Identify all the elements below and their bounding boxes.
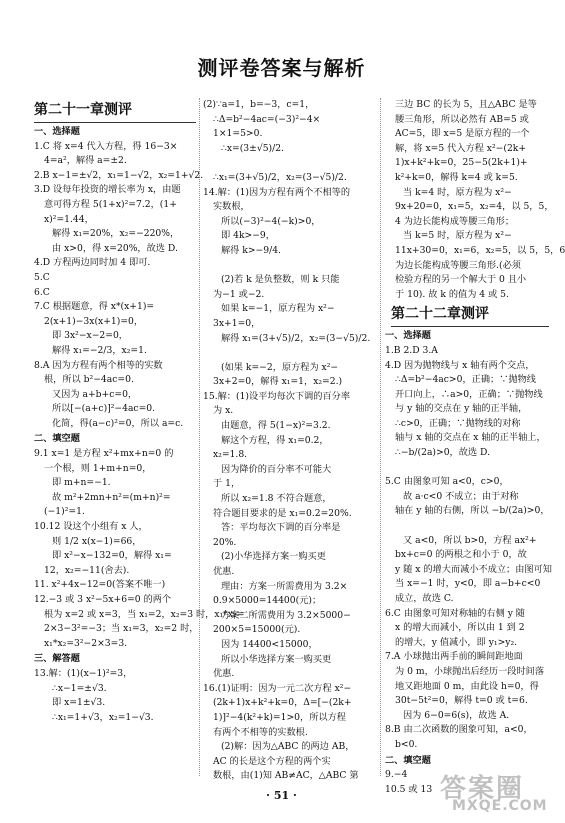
- answer-line: (−1)²=1.: [44, 506, 85, 518]
- answer-line: 3.D 设每年投资的增长率为 x，由题: [34, 184, 181, 196]
- answer-line: ∴−b/(2a)>0，故选 D.: [395, 447, 490, 459]
- answer-line: ∴Δ=b²−4ac=(−3)²−4×: [213, 113, 321, 125]
- answer-line: 所以 x₂=1.8 不符合题意，: [221, 493, 332, 505]
- answer-line: ∴Δ=b²−4ac>0，正确；∵抛物线: [395, 374, 536, 386]
- answer-line: 9.1 x=1 是方程 x²+mx+n=0 的: [34, 448, 174, 460]
- watermark-text: 答案圈: [440, 774, 525, 804]
- answer-line: [385, 519, 549, 534]
- answer-line: 14.解：(1)因为方程有两个不相等的: [203, 186, 351, 198]
- answer-line: 6.C: [34, 286, 50, 298]
- section-heading: 二、填空题: [34, 433, 80, 445]
- answer-line: 6.C 由图象可知对称轴的右侧 y 随: [385, 607, 525, 619]
- watermark-url: MXQE.COM: [452, 798, 548, 814]
- answer-line: 解得 x₁=−2/3，x₂=1.: [52, 344, 147, 356]
- answer-line: 的增大，y 值减小，即 y₁>y₂.: [395, 636, 518, 648]
- answer-line: x 的增大而减小，所以由 1 到 2: [395, 622, 525, 634]
- answer-line: 因为 6−0=6(s)，故选 A.: [403, 709, 510, 721]
- section-heading: 一、选择题: [385, 330, 431, 342]
- answer-line: 地又距地面 0 m，由此设 h=0，得: [395, 680, 539, 692]
- answer-line: x)²=1.44，: [44, 213, 94, 225]
- answer-line: 2(x+1)−3x(x+1)=0，: [44, 315, 144, 327]
- answer-line: 答：平均每次下调的百分率是: [221, 522, 341, 534]
- answer-line: 检验方程的另一个解大于 0 且小: [395, 274, 527, 286]
- answer-line: 8.B 由二次函数的图象可知，a<0，: [385, 724, 533, 736]
- answer-line: 9x+20=0，x₁=5，x₂=4，以 5，5，: [395, 201, 554, 213]
- answer-line: 理由：方案一所需费用为 3.2×: [221, 580, 348, 592]
- answer-lines: [385, 329, 552, 797]
- answer-line: 即 x²−x−132=0，解得 x₁=: [52, 550, 172, 562]
- page-title: 测评卷答案与解析: [197, 56, 366, 80]
- answer-line: (如果 k=−2，原方程为 x²−: [221, 361, 339, 373]
- section-heading: 三、解答题: [34, 653, 80, 665]
- answer-line: x₁*x₂=3²−2×3=3.: [44, 637, 128, 649]
- answer-line: b<0.: [395, 738, 418, 750]
- answer-line: (2k+1)x+k²+k=0，Δ=[−(2k+: [213, 697, 352, 709]
- column-3: [385, 98, 565, 797]
- answer-line: (2)∵a=1，b=−3，c=1，: [203, 99, 315, 110]
- answer-line: 11. x²+4x−12=0(答案不唯一): [34, 579, 166, 591]
- answer-line: ∴x₁=1+√3，x₂=1−√3.: [52, 711, 154, 723]
- answer-line: 解得 x₁=(3+√5)/2，x₂=(3−√5)/2.: [221, 332, 371, 344]
- answer-line: 即 3x²−x−2=0，: [52, 330, 128, 342]
- column-divider: [199, 98, 200, 776]
- answer-line: 解得 x₁=20%，x₂=−220%，: [52, 228, 180, 240]
- answer-line: 解得 k>−9/4.: [221, 244, 281, 256]
- answer-line: 轴在 y 轴的右侧，所以 −b/(2a)>0，: [395, 505, 550, 517]
- answer-line: 20%.: [213, 536, 237, 548]
- watermark-logo: [440, 768, 558, 818]
- answer-line: 为 x.: [213, 405, 234, 417]
- answer-line: 如果 k=−1，原方程为 x²−: [221, 303, 335, 315]
- answer-line: 4=a²，解得 a=±2.: [44, 155, 127, 167]
- answer-line: 与 y 轴的交点在 y 轴的正半轴，: [395, 403, 528, 415]
- answer-line: 12.−3 或 3 x²−5x+6=0 的两个: [34, 594, 172, 605]
- answer-line: 因为降价的百分率不可能大: [221, 463, 332, 475]
- answer-line: 4.D 因为抛物线与 x 轴有两个交点，: [385, 359, 535, 371]
- answer-line: 根为 x=2 或 x=3，当 x₁=2，x₂=3 时，x₁*x₂=: [44, 608, 245, 620]
- column-divider: [380, 98, 381, 776]
- answer-line: 4 为边长能构成等腰三角形；: [395, 215, 515, 227]
- answer-line: 轴与 x 轴的交点在 x 轴的正半轴上，: [395, 432, 546, 444]
- answer-line: 10.5 或 13: [385, 783, 433, 795]
- answer-line: 11x+30=0，x₁=6，x₂=5，以 5，5，6: [395, 244, 565, 256]
- answer-line: 数根，由(1)知 AB≠AC，△ABC 第: [213, 770, 359, 782]
- answer-line: AC 的长是这个方程的两个实: [213, 755, 331, 767]
- answer-line: 1.C 将 x=4 代入方程，得 16−3×: [34, 140, 178, 152]
- answer-line: 所以小华选择方案一购买更: [221, 653, 332, 665]
- answer-line: 化简，得(a−c)²=0，所以 a=c.: [52, 417, 184, 429]
- answer-line: 7.C 根据题意，得 x*(x+1)=: [34, 301, 155, 313]
- answer-line: (2)小华选择方案一购买更: [221, 551, 326, 563]
- answer-line: 有两个不相等的实数根.: [213, 726, 308, 738]
- answer-line: 三边 BC 的长为 5，且△ABC 是等: [395, 99, 537, 110]
- answer-line: ∴x₁=(3+√5)/2，x₂=(3−√5)/2.: [213, 171, 347, 183]
- answer-line: 15.解：(1)设平均每次下调的百分率: [203, 390, 351, 402]
- answer-line: 符合题目要求的是 x₁=0.2=20%.: [213, 507, 352, 519]
- answer-line: 30t−5t²=0，解得 t=0 或 t=6.: [395, 695, 528, 707]
- answer-line: ∴x−1=±√3.: [52, 682, 107, 694]
- answer-line: ∴c>0，正确；∵抛物线的对称: [395, 417, 521, 429]
- answer-line: 0.9×5000=14400(元)；: [213, 595, 322, 607]
- answer-line: bx+c=0 的两根之和小于 0，故: [395, 549, 527, 561]
- answer-line: 为 0 m，小球抛出后经历一段时间落: [395, 665, 545, 677]
- chapter-heading: 第二十一章测评: [34, 100, 196, 123]
- answer-line: 当 k=4 时，原方程为 x²−: [403, 186, 512, 198]
- answer-line: 即 x=1±√3.: [52, 697, 106, 709]
- answer-line: 成立，故选 C.: [395, 593, 454, 604]
- answer-line: 3x+2=0，解得 x₁=1，x₂=2.): [213, 376, 343, 388]
- chapter-heading: 第二十二章测评: [391, 304, 549, 327]
- page-number: · 51 ·: [266, 789, 297, 802]
- answer-line: 10.12 设这个小组有 x 人，: [34, 521, 148, 533]
- answer-line: 为边长能构成等腰三角形.(必须: [395, 259, 521, 271]
- answer-line: 腰三角形，所以必然有 AB=5 或: [395, 113, 529, 125]
- answer-line: 一个根，则 1+m+n=0，: [44, 462, 152, 474]
- answer-line: 因为 14400<15000，: [221, 638, 318, 650]
- answer-line: 实数根，: [213, 201, 250, 213]
- answer-line: 优惠.: [213, 668, 235, 680]
- answer-line: 1)]²−4(k²+k)=1>0，所以方程: [213, 711, 346, 723]
- answer-line: 为−1 或−2.: [213, 288, 265, 300]
- answer-line: (2)解：因为△ABC 的两边 AB，: [221, 741, 355, 753]
- answer-line: 200×5=15000(元).: [213, 624, 301, 636]
- answer-line: 1×1=5>0.: [213, 128, 263, 140]
- answer-line: 3x+1=0，: [213, 317, 261, 329]
- answer-line: 优惠.: [213, 566, 235, 577]
- answer-line: 又 a<0，所以 b>0，方程 ax²+: [403, 534, 537, 546]
- answer-line: [203, 346, 377, 361]
- answer-line: 2×3−3²=−3；当 x₁=3，x₂=2 时，: [44, 623, 199, 635]
- answer-line: AC=5，即 x=5 是原方程的一个: [395, 128, 530, 140]
- answer-line: 方案二所需费用为 3.2×5000−: [221, 609, 351, 621]
- answer-line: 由 x>0，得 x=20%，故选 D.: [52, 242, 178, 254]
- answer-line: 16.(1)证明：因为一元二次方程 x²−: [203, 682, 352, 694]
- answer-line: [385, 461, 549, 476]
- answer-line: 9.−4: [385, 769, 408, 781]
- answer-line: 解这个方程，得 x₁=0.2，: [221, 434, 329, 446]
- answer-line: y 随 x 的增大而减小不成立；由图可知: [395, 563, 552, 575]
- section-heading: 二、填空题: [385, 754, 431, 766]
- answer-lines: [203, 98, 377, 784]
- answer-line: x₂=1.8.: [213, 449, 248, 461]
- answer-line: 又因为 a+b+c=0，: [52, 388, 138, 400]
- answer-line: 则 1/2 x(x−1)=66，: [52, 535, 142, 547]
- answer-line: 开口向上，∴a>0，正确；∵抛物线: [395, 388, 543, 400]
- answer-line: 即 m+n=−1.: [52, 477, 111, 489]
- section-heading: 一、选择题: [34, 126, 80, 137]
- answer-line: 7.A 小球抛出两手前的瞬间距地面: [385, 651, 523, 663]
- answer-line: 5.C: [34, 271, 50, 283]
- answer-line: 意可得方程 5(1+x)²=7.2，(1+: [44, 198, 177, 210]
- answer-line: 1.B 2.D 3.A: [385, 344, 438, 356]
- answer-line: 故 m²+2mn+n²=(m+n)²=: [52, 491, 171, 503]
- answer-line: 即 4k>−9，: [221, 230, 275, 242]
- answer-line: 4.D 方程两边同时加 4 即可.: [34, 257, 151, 269]
- answer-line: [203, 259, 377, 274]
- answer-line: k²+k=0，解得 k=4 或 k=5.: [395, 171, 518, 183]
- answer-line: 13.解：(1)(x−1)²=3，: [34, 667, 133, 679]
- answer-line: 8.A 因为方程有两个相等的实数: [34, 359, 163, 371]
- answer-line: 当 k=5 时，原方程为 x²−: [403, 230, 512, 242]
- answer-line: (2)若 k 是负整数，则 k 只能: [221, 274, 340, 286]
- answer-line: 解，将 x=5 代入方程 x²−(2k+: [395, 142, 527, 154]
- answer-line: 所以[−(a+c)]²−4ac=0.: [52, 403, 156, 415]
- answer-line: ∴x=(3±√5)/2.: [221, 142, 284, 154]
- answer-line: 由题意，得 5(1−x)²=3.2.: [221, 420, 331, 432]
- answer-line: 2.B x−1=±√2，x₁=1−√2，x₂=1+√2.: [34, 169, 204, 181]
- answer-line: 当 x=−1 时，y<0，即 a−b+c<0: [395, 578, 541, 590]
- answer-line: 12，x₂=−11(舍去).: [44, 564, 130, 576]
- answer-line: 所以(−3)²−4(−k)>0，: [221, 215, 321, 227]
- answer-line: 于 10). 故 k 的值为 4 或 5.: [395, 288, 509, 300]
- answer-lines: [385, 98, 565, 302]
- answer-line: 5.C 由图象可知 a<0，c>0，: [385, 476, 509, 488]
- column-2: [203, 98, 377, 784]
- answer-line: 1)x+k²+k=0，25−5(2k+1)+: [395, 157, 528, 169]
- answer-line: [203, 156, 377, 171]
- answer-line: 故 a·c<0 不成立；由于对称: [403, 490, 519, 502]
- answer-line: 于 1，: [213, 478, 241, 490]
- answer-line: 根，所以 b²−4ac=0.: [44, 374, 134, 386]
